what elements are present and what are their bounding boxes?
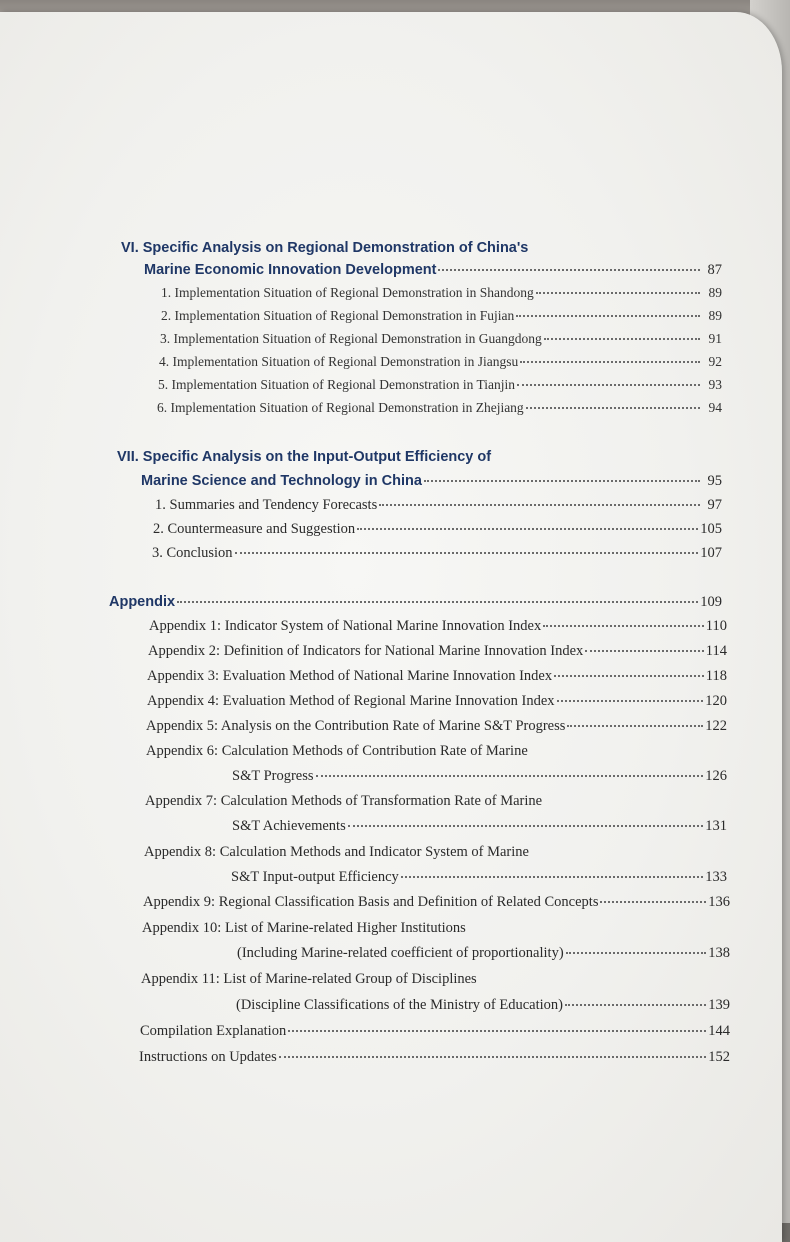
entry-label: 5. Implementation Situation of Regional Demonstration in Tianjin (158, 377, 515, 392)
book-page (0, 12, 782, 1242)
page-number: 120 (705, 693, 727, 709)
page-number: 94 (708, 400, 722, 415)
entry-label: Appendix 5: Analysis on the Contribution Rate of Marine S&T Progress (146, 718, 566, 734)
toc-entry[interactable] (147, 693, 727, 715)
toc-entry-line2[interactable] (231, 869, 727, 891)
leader-dots (536, 292, 700, 294)
page-number: 122 (705, 718, 727, 734)
toc-entry-appendix[interactable] (109, 594, 722, 616)
leader-dots (357, 528, 698, 530)
entry-label: Appendix 3: Evaluation Method of National Marine Innovation Index (147, 668, 553, 684)
toc-entry[interactable] (146, 718, 727, 740)
leader-dots (554, 675, 704, 677)
leader-dots (177, 601, 698, 603)
toc-entry[interactable] (161, 308, 722, 330)
leader-dots (516, 315, 700, 317)
toc-entry[interactable] (160, 331, 722, 353)
entry-label: 3. Implementation Situation of Regional Demonstration in Guangdong (160, 331, 542, 346)
entry-label-cont: (Discipline Classifications of the Ministry of Education) (236, 997, 563, 1013)
entry-label: 6. Implementation Situation of Regional Demonstration in Zhejiang (157, 400, 524, 415)
entry-label: 1. Summaries and Tendency Forecasts (155, 497, 378, 513)
leader-dots (600, 901, 706, 903)
toc-entry-line2[interactable] (237, 945, 730, 967)
entry-label: Appendix 8: Calculation Methods and Indicator System of Marine (144, 844, 529, 860)
page-number: 139 (708, 997, 730, 1013)
toc-entry[interactable] (158, 377, 722, 399)
entry-label: Appendix 6: Calculation Methods of Contribution Rate of Marine (146, 743, 528, 759)
leader-dots (424, 480, 700, 482)
toc-entry[interactable] (155, 497, 722, 519)
page-number: 133 (705, 869, 727, 885)
entry-label: Appendix 9: Regional Classification Basis and Definition of Related Concepts (143, 894, 599, 910)
page-number: 93 (708, 377, 722, 392)
leader-dots (379, 504, 700, 506)
section-vii-title: VII. Specific Analysis on the Input-Output Efficiency of (117, 449, 492, 465)
entry-label: 1. Implementation Situation of Regional Demonstration in Shandong (161, 285, 534, 300)
toc-entry-updates[interactable] (139, 1049, 730, 1071)
toc-entry[interactable] (152, 545, 722, 567)
page-number: 126 (705, 768, 727, 784)
leader-dots (279, 1056, 707, 1058)
toc-entry[interactable] (159, 354, 722, 376)
toc-entry-line1[interactable] (145, 793, 542, 815)
toc-entry[interactable] (148, 643, 727, 665)
page-number: 138 (708, 945, 730, 961)
page-number: 91 (708, 331, 722, 346)
section-vi-title-cont: Marine Economic Innovation Development (144, 262, 437, 278)
toc-entry[interactable] (149, 618, 727, 640)
leader-dots (517, 384, 700, 386)
page-number: 92 (708, 354, 722, 369)
page-number: 131 (705, 818, 727, 834)
leader-dots (585, 650, 703, 652)
toc-entry-compilation[interactable] (140, 1023, 730, 1045)
toc-entry[interactable] (157, 400, 722, 422)
page-number: 107 (700, 545, 722, 561)
leader-dots (288, 1030, 706, 1032)
toc-entry-line1[interactable] (146, 743, 528, 765)
entry-label-cont: S&T Achievements (232, 818, 346, 834)
entry-label-cont: (Including Marine-related coefficient of proportionality) (237, 945, 564, 961)
entry-label: Appendix 4: Evaluation Method of Regional Marine Innovation Index (147, 693, 555, 709)
entry-label: Appendix 11: List of Marine-related Group of Disciplines (141, 971, 477, 987)
toc-entry-line1[interactable] (141, 971, 477, 993)
leader-dots (526, 407, 700, 409)
section-vi-title: VI. Specific Analysis on Regional Demonstration of China's (121, 240, 529, 256)
toc-entry-line1[interactable] (142, 920, 466, 942)
entry-label: 4. Implementation Situation of Regional Demonstration in Jiangsu (159, 354, 519, 369)
toc-entry-section-vi[interactable] (144, 262, 722, 284)
leader-dots (235, 552, 699, 554)
leader-dots (520, 361, 700, 363)
leader-dots (544, 338, 700, 340)
toc-entry[interactable] (143, 894, 730, 916)
entry-label-cont: S&T Progress (232, 768, 314, 784)
leader-dots (348, 825, 704, 827)
toc-entry-line1[interactable] (144, 844, 529, 866)
page-number: 105 (700, 521, 722, 537)
page-number: 97 (707, 497, 722, 513)
page-number: 152 (708, 1049, 730, 1065)
toc-entry[interactable] (161, 285, 722, 307)
entry-label: Appendix 1: Indicator System of National Marine Innovation Index (149, 618, 542, 634)
entry-label: Compilation Explanation (140, 1023, 287, 1039)
entry-label: 3. Conclusion (152, 545, 233, 561)
toc-entry-line2[interactable] (232, 818, 727, 840)
entry-label: Instructions on Updates (139, 1049, 277, 1065)
page-number: 118 (705, 668, 727, 684)
leader-dots (557, 700, 704, 702)
leader-dots (565, 1004, 706, 1006)
toc-entry-section-vii[interactable] (141, 473, 722, 495)
page-number: 110 (705, 618, 727, 634)
appendix-title: Appendix (109, 594, 176, 610)
entry-label: Appendix 7: Calculation Methods of Transformation Rate of Marine (145, 793, 543, 809)
leader-dots (567, 725, 703, 727)
leader-dots (316, 775, 704, 777)
entry-label: 2. Implementation Situation of Regional Demonstration in Fujian (161, 308, 515, 323)
entry-label: Appendix 2: Definition of Indicators for National Marine Innovation Index (148, 643, 584, 659)
entry-label-cont: S&T Input-output Efficiency (231, 869, 399, 885)
leader-dots (438, 269, 700, 271)
toc-entry[interactable] (147, 668, 727, 690)
entry-label: 2. Countermeasure and Suggestion (153, 521, 356, 537)
toc-entry[interactable] (153, 521, 722, 543)
leader-dots (543, 625, 704, 627)
toc-entry-line2[interactable] (232, 768, 727, 790)
page-number: 95 (707, 473, 722, 489)
page-number: 87 (707, 262, 722, 278)
toc-entry-line2[interactable] (236, 997, 730, 1019)
leader-dots (401, 876, 703, 878)
section-vii-title-cont: Marine Science and Technology in China (141, 473, 422, 489)
leader-dots (566, 952, 707, 954)
page-number: 144 (708, 1023, 730, 1039)
entry-label: Appendix 10: List of Marine-related Higher Institutions (142, 920, 466, 936)
page-number: 109 (700, 594, 722, 610)
page-number: 89 (708, 308, 722, 323)
page-number: 136 (708, 894, 730, 910)
page-number: 114 (705, 643, 727, 659)
page-number: 89 (708, 285, 722, 300)
